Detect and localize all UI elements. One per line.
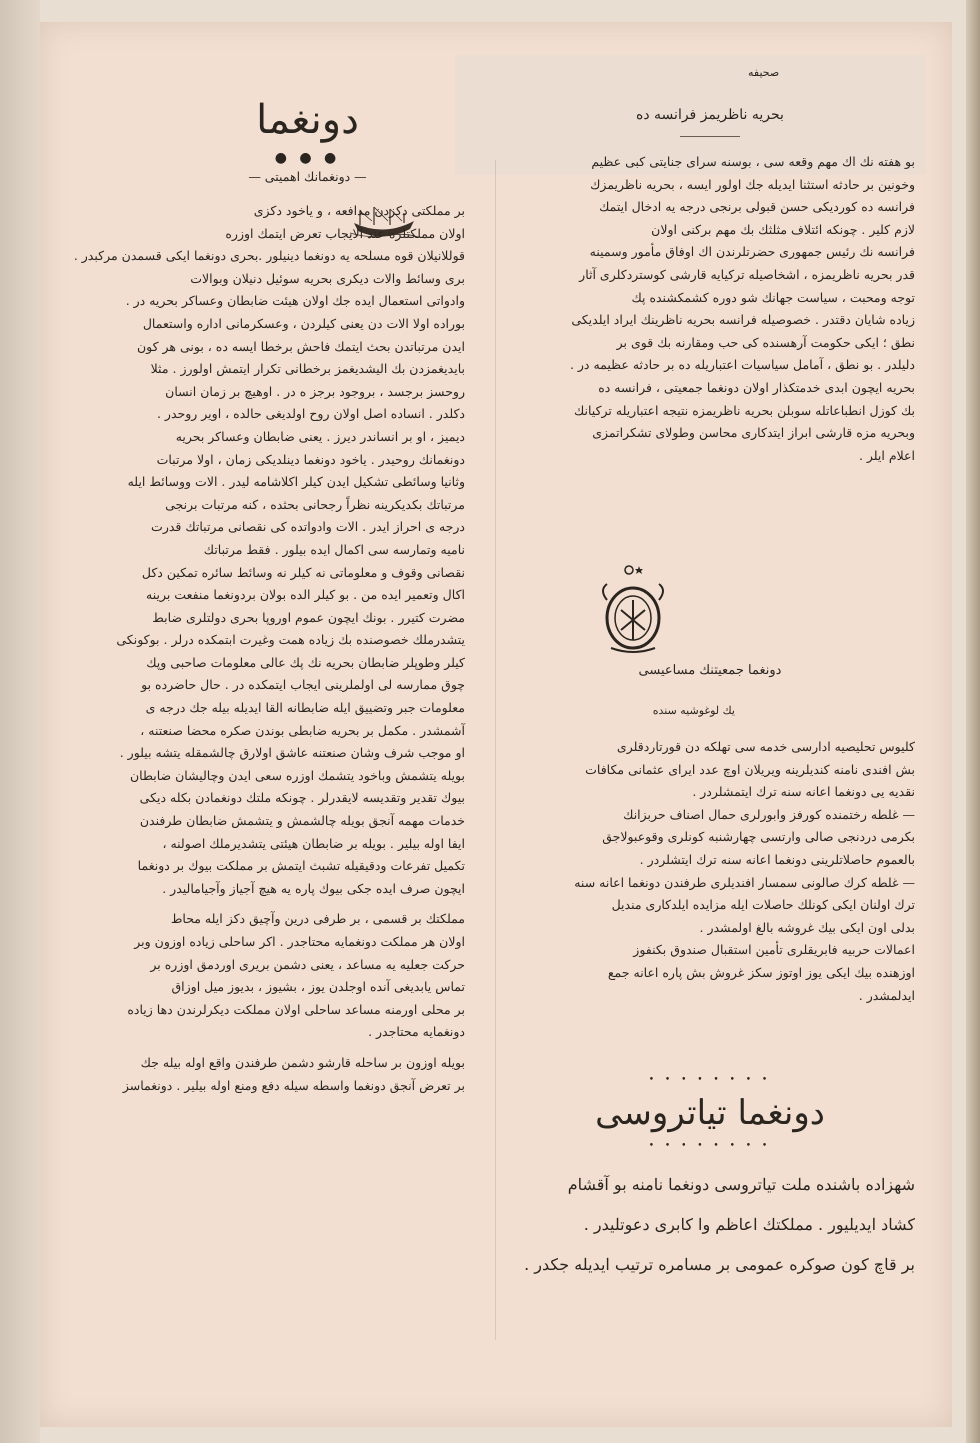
text-line: اولان هر مملکت دونغمایه محتاجدر . اکر ساحلی زیاده اوزون وبر	[134, 934, 465, 949]
text-line: بر مملكتی دكزدن مدافعه ، و یاخود دكزی	[253, 203, 465, 218]
text-line: مملکتك بر قسمی ، بر طرفی درین وآچیق دکز ایله محاط	[170, 911, 465, 927]
text-line: بو هفته نك اك مهم وقعه سی ، بوسنه سرای جنایتی کبی عظیم	[591, 154, 915, 169]
left-column	[73, 90, 465, 1097]
society-paragraph-1	[505, 736, 915, 804]
society-heading: دونغما جمعیتنك مساعیسی	[638, 663, 782, 678]
society-section	[505, 660, 915, 1007]
right-column	[505, 100, 915, 467]
text-line: فرانسه نك رئیس جمهوری حضرتلرندن اك اوفاق مأمور وسمینه	[589, 244, 915, 260]
article-paragraph-3	[122, 1052, 465, 1097]
text-line: بویله اوزون بر ساحله قارشو دشمن طرفندن واقع اوله بیله جك	[140, 1054, 465, 1070]
text-line: نقدیه یی دونغما اعانه سنه ترك ایتمشلردر .	[692, 784, 915, 800]
theatre-top-dots: • • • • • • • •	[648, 1075, 772, 1085]
theatre-line: بر قاچ کون صوکره عمومی بر مسامره ترتیب ایدیله جکدر .	[524, 1255, 915, 1274]
text-line: مرتباتك بکدیکرینه نظراً رجحانی بحثده ، کنه مرتبات برنجی	[165, 496, 465, 512]
text-line: دیمیز ، او بر انساندر دیرز . یعنی ضابطان وعساکر بحریه	[175, 428, 465, 444]
text-line: ایدلمشدر .	[858, 987, 915, 1003]
text-line: بش افندی نامنه کندیلرینه ویریلان اوچ عدد ایرای عثمانی مکافات	[585, 761, 915, 777]
text-line: اکال وتعمیر ایده من . بو کیلر الده بولان بردونغما منفعت برینه	[146, 587, 465, 603]
text-line: بویله یتشمش وباخود یتشمك اوزره سعی ایدن وچالیشان ضابطان	[129, 767, 465, 783]
article-paragraph-2	[127, 908, 465, 1044]
theatre-line: شهزاده باشنده ملت تیاتروسی دونغما نامنه بو آقشام	[567, 1175, 915, 1194]
text-line: نقصانی وقوف و معلوماتی نه کیلر نه وسائط سائره تمکین دکل	[141, 564, 465, 580]
text-line: ایچون صرف ایده جکی بیوك پاره یه هیچ آجیاز وآجیامالیدر .	[162, 880, 465, 896]
text-line: چوق ممارسه لی اولملرینی ایجاب ایتمکده در . حال حاضرده بو	[141, 677, 465, 693]
text-line: بر تعرض آنجق دونغما واسطه سیله دفع ومنع اوله بیلیر . دونغماسز	[122, 1077, 465, 1093]
heading-rule	[680, 136, 740, 137]
text-line: بری وسائط والات دیکری بحریه سوئیل دنیلان وبوالات	[190, 270, 465, 286]
text-line: آشمشدر . مکمل بر بحریه ضابطی بوندن صکره محضا صنعتنه ،	[140, 722, 465, 738]
title-dots: ● ● ●	[274, 150, 341, 166]
text-line: زیاده شایان دقتدر . خصوصیله فرانسه بحریه ناظرینك ایراد ایلدیکی	[571, 312, 915, 328]
minister-article	[505, 151, 915, 467]
text-line: دکلدر . انساده اصل اولان روح اولدیغی حالده ، اویر روحدر .	[156, 406, 465, 422]
theatre-section	[505, 1075, 915, 1285]
text-line: بالعموم حاصلاتلرینی دونغما اعانه سنه ترك ایتشلردر .	[639, 851, 915, 867]
article-paragraph-1	[73, 200, 465, 900]
society-paragraph-3	[505, 872, 915, 940]
theatre-bottom-dots: • • • • • • • •	[648, 1141, 772, 1151]
text-line: بوراده اولا الات دن یعنی کیلردن ، وعسکرمانی اداره واستعمال	[142, 315, 465, 331]
text-line: اوزهنده بیك ایکی یوز اوتوز سکز غروش بش پاره اعانه جمع	[607, 964, 915, 980]
column-divider	[495, 160, 496, 1340]
text-line: قدر بحریه ناظریمزه ، اشخاصیله ترکیایه قارشی کوستردکلری آثار	[579, 266, 915, 282]
text-line: وخونین بر حادثه استثنا ایدیله جك اولور ایسه ، بحریه ناظریمزك	[590, 176, 915, 192]
navy-society-emblem	[593, 560, 673, 660]
theatre-title: دونغما تیاتروسی	[595, 1093, 825, 1133]
text-line: ایدن مرتباتدن بحث ایتمك فاحش برخطا ایسه ده ، بونی هر کون	[136, 338, 465, 354]
society-paragraph-4	[505, 939, 915, 1007]
theatre-line: کشاد ایدیلیور . مملکتك اعاظم وا کابری دعوتلیدر .	[583, 1215, 915, 1234]
text-line: نامیه وتمارسه سی اکمال ایده بیلور . فقط مرتباتك	[203, 541, 465, 557]
text-line: اعلام ایلر .	[858, 447, 915, 463]
text-line: ترك اولنان ایکی کونلك حاصلات ایله مزایده ایلدکاری مندیل	[611, 897, 915, 913]
text-line: بدلی اون ایکی بیك غروشه بالغ اولمشدر .	[699, 919, 915, 935]
text-line: فرانسه ده کوردیکی حسن قبولی برنجی درجه یه ادخال ایتمك	[599, 199, 915, 215]
text-line: وادواتی استعمال ایده جك اولان هیئت ضابطان وعساکر بحریه در .	[125, 293, 465, 309]
text-line: بیوك تقدیر وتقدیسه لایقدرلر . چونکه ملتك دونغمادن بکله دیکی	[139, 790, 465, 806]
scan-edge-left	[0, 0, 40, 1443]
text-line: لازم کلیر . چونکه ائتلاف مثلثك بك مهم برکنی اولان	[651, 221, 915, 237]
text-line: توجه ومحبت ، سیاست جهانك شو دوره کشمکشنده پك	[631, 289, 915, 305]
text-line: کلیوس تحلیصیه ادارسی خدمه سی تهلکه دن قورتاردقلری	[616, 739, 915, 754]
text-line: خدمات مهمه آنجق بویله چالشمش و یتشمش ضابطان طرفندن	[139, 813, 465, 829]
text-line: دونغمانك روحیدر . یاخود دونغما دینلدیکی زمان ، اولا مرتبات	[156, 451, 465, 467]
text-line: بکرمی دردنجی صالی وارتسی چهارشنبه کونلری وقوعبولاجق	[602, 829, 915, 845]
text-line: بك کوزل انطباعاتله سوبلن بحریه ناظریمزه نتیجه اعتباریله ترکیانك	[573, 402, 915, 418]
text-line: دونغمایه محتاجدر .	[368, 1024, 465, 1040]
text-line: اولان مملكتلره عند الایجاب تعرض ایتمك اوزره	[225, 225, 465, 241]
text-line: یتشدرملك خصوصنده بك زیاده همت وغیرت ابتمکده درلر . بوکونکی	[116, 632, 465, 648]
text-line: روحسز برجسد ، بروجود برجز ه در . اوهیچ بر زمان انسان	[165, 383, 465, 399]
text-line: بر محلی اورمنه مساعد ساحلی اولان مملکت دیکرلرندن دها زیاده	[127, 1001, 465, 1017]
text-line: دلیلدر . بو نطق ، آمامل سیاسیات اعتباریله ده بر حادثه عظیمه در .	[569, 357, 915, 373]
scan-edge-right	[966, 0, 980, 1443]
text-line: — غلطه رختمنده کورفز وابورلری حمال اصناف حربزانك	[623, 806, 915, 822]
text-line: وبحریه مزه قارشی ابراز ایتدکاری محاسن وطولای تشکراتمزی	[592, 425, 915, 441]
text-line: — غلطه کرك صالونی سمسار افندیلری طرفندن دونغما اعانه سنه	[574, 874, 915, 890]
page-header-mark: صحیفه	[748, 66, 780, 79]
text-line: مضرت کتیرر . بونك ایچون عموم اوروپا بحری دولتلری ضابط	[152, 609, 465, 625]
text-line: او موجب شرف وشان صنعتنه عاشق اولارق چالشمقله یتشه بیلور .	[119, 745, 465, 761]
text-line: تماس یابدیغی آنده اوجلدن یوز ، بشیوز ، بدیوز میل اوزاق	[171, 979, 465, 995]
society-paragraph-2	[505, 804, 915, 872]
text-line: وثانیا وسائطی تشکیل ایدن کیلر اکلاشامه لیدر . الات ووسائط ایله	[127, 474, 465, 490]
text-line: قوللانیلان قوه مسلحه یه دونغما دینیلور .بحری دونغما ایکی قسمدن مرکبدر .	[73, 248, 465, 264]
text-line: معلومات جبر وتضییق ایله ضابطانه القا ایدیله بیله جك درجه ی	[145, 700, 465, 716]
text-line: بحریه ایچون ابدی خدمتکذار اولان دونغما جمعیتی ، فرانسه ده	[598, 379, 915, 395]
society-subheading: یك لوغوشیه سنده	[652, 704, 735, 717]
text-line: درجه ی احراز ایدر . الات وادواتده کی نقصانی مرتباتك قدرت	[151, 519, 465, 535]
text-line: حرکت جعلیه یه مساعد ، یعنی دشمن بریری اوردمق اوزره بر	[150, 956, 465, 972]
text-line: نطق ؛ ایکی حکومت آرهسنده کی حب ومقارنه بك قوی بر	[616, 334, 915, 350]
section-subtitle: — دونغمانك اهمیتی —	[248, 169, 367, 184]
text-line: تکمیل تفرعات ودقیقیله تشبث ایتمش بر مملکت بیوك بر دونغما	[137, 858, 465, 874]
donanma-title: دونغما	[256, 97, 359, 143]
text-line: ایفا اوله بیلیر . بویله بر ضابطان هیئتی یتشدیرملك اصولنه ،	[162, 835, 465, 851]
text-line: اعمالات حربیه فابریقلری تأمین استقبال صندوق بکنفوز	[633, 942, 915, 958]
text-line: کیلر وطوپلر ضابطان بحریه نك پك عالی معلومات صاحبی وپك	[146, 654, 465, 670]
naval-minister-heading: بحریه ناظریمز فرانسه ده	[636, 107, 784, 123]
text-line: بایدیغمزدن بك الیشدیغمز برخطانی تکرار ایتمش اولورز . مثلا	[150, 361, 465, 377]
